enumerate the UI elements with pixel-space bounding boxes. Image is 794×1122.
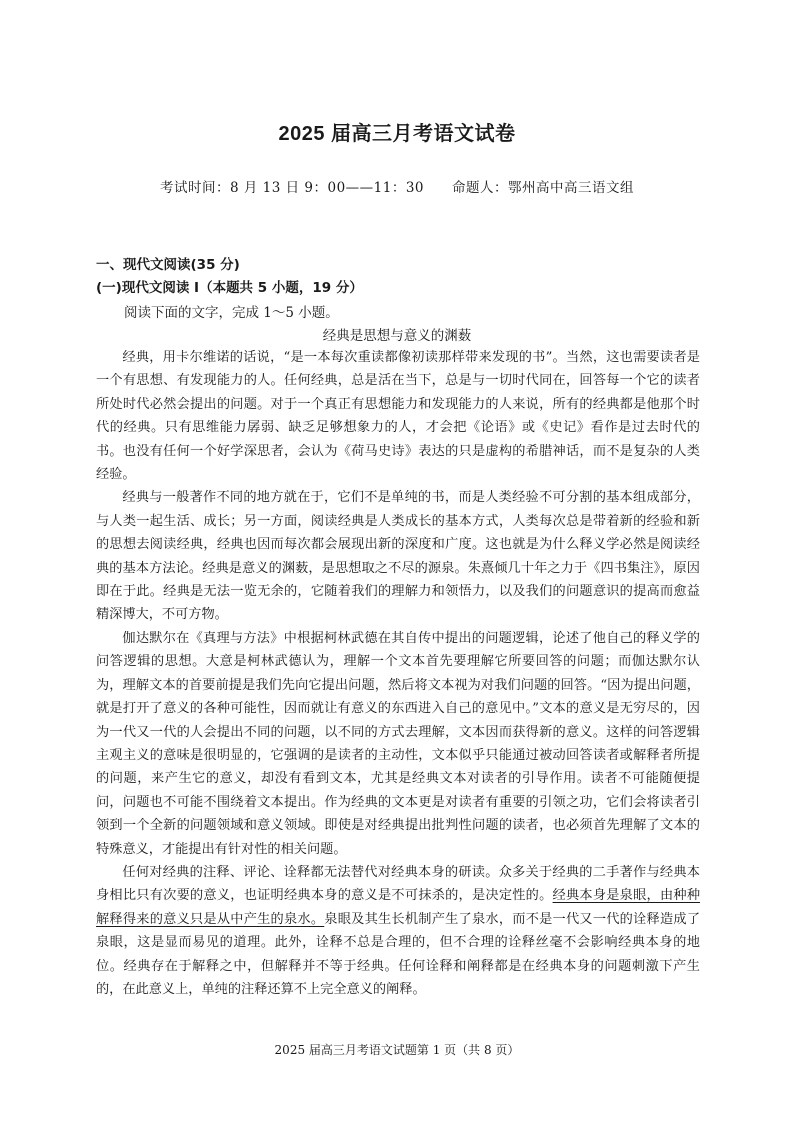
essay-title: 经典是思想与意义的渊薮 [322,328,472,344]
paragraph-4-after: 泉眼及其生长机制产生了泉水，而不是一代又一代的诠释造成了泉眼，这是显而易见的道理。此外，诠释不总是合理的，但不合理的诠释丝毫不会影响经典本身的地位。经典存在于解释之中，但解释并不等于经典。任何诠释和阐释都是在经典本身的问题刺激下产生的，在此意义上，单纯的注释还算不上完全意义的阐释。 [96,911,701,997]
paragraph-2: 经典与一般著作不同的地方就在于，它们不是单纯的书，而是人类经验不可分割的基本组成部分，与人类一起生活、成长；另一方面，阅读经典是人类成长的基本方式，人类每次总是带着新的经验和新的思想去阅读经典，经典也因而每次都会展现出新的深度和广度。这也就是为什么释义学必然是阅读经典的基本方法论。经典是意义的渊薮，是思想取之不尽的源泉。朱熹倾几十年之力于《四书集注》，原因即在于此。经典是无法一览无余的，它随着我们的理解力和领悟力，以及我们的问题意识的提高而愈益精深博大，不可方物。 [96,490,700,623]
page-footer: 2025 届高三月考语文试题第 1 页（共 8 页） [274,1043,520,1057]
section-heading: 一、现代文阅读(35 分) [96,257,240,273]
paragraph-4-before: 任何对经典的注释、评论、诠释都无法替代对经典本身的研读。众多关于经典的二手著作与经典本身相比只有次要的意义，也证明经典本身的意义是不可抹杀的，是决定性的。 [96,864,700,904]
subsection-heading: (一)现代文阅读 I（本题共 5 小题，19 分） [96,280,363,296]
essay-body [96,346,700,1001]
paragraph-4 [96,861,700,1001]
paragraph-3: 伽达默尔在《真理与方法》中根据柯林武德在其自传中提出的问题逻辑，论述了他自己的释义学的问答逻辑的思想。大意是柯林武德认为，理解一个文本首先要理解它所要回答的问题；而伽达默尔认为，理解文本的首要前提是我们先向它提出问题，然后将文本视为对我们问题的回答。“因为提出问题，就是打开了意义的各种可能性，因而就让有意义的东西进入自己的意见中。”文本的意义是无穷尽的，因为一代又一代的人会提出不同的问题，以不同的方式去理解，文本因而获得新的意义。这样的问答逻辑主观主义的意味是很明显的，它强调的是读者的主动性，文本似乎只能通过被动回答读者或解释者所提的问题，来产生它的意义，却没有看到文本，尤其是经典文本对读者的引导作用。读者不可能随便提问，问题也不可能不围绕着文本提出。作为经典的文本更是对读者有重要的引领之功，它们会将读者引领到一个全新的问题领域和意义领域。即使是对经典提出批判性问题的读者，也必须首先理解了文本的特殊意义，才能提出有针对性的相关问题。 [96,630,700,857]
underlined-sentence: 经典本身是泉眼，由种种解释得来的意义只是从中产生的泉水。 [96,888,701,927]
reading-instruction: 阅读下面的文字，完成 1～5 小题。 [124,305,339,321]
exam-info: 考试时间：8 月 13 日 9：00——11：30 命题人：鄂州高中高三语文组 [159,180,635,196]
exam-title: 2025 届高三月考语文试卷 [278,123,516,145]
paragraph-1: 经典，用卡尔维诺的话说，“是一本每次重读都像初读那样带来发现的书”。当然，这也需要读者是一个有思想、有发现能力的人。任何经典，总是活在当下，总是与一切时代同在，回答每一个它的读者所处时代必然会提出的问题。对于一个真正有思想能力和发现能力的人来说，所有的经典都是他那个时代的经典。只有思维能力孱弱、缺乏足够想象力的人，才会把《论语》或《史记》看作是过去时代的书。也没有任何一个好学深思者，会认为《荷马史诗》表达的只是虚构的希腊神话，而不是复杂的人类经验。 [96,350,700,483]
